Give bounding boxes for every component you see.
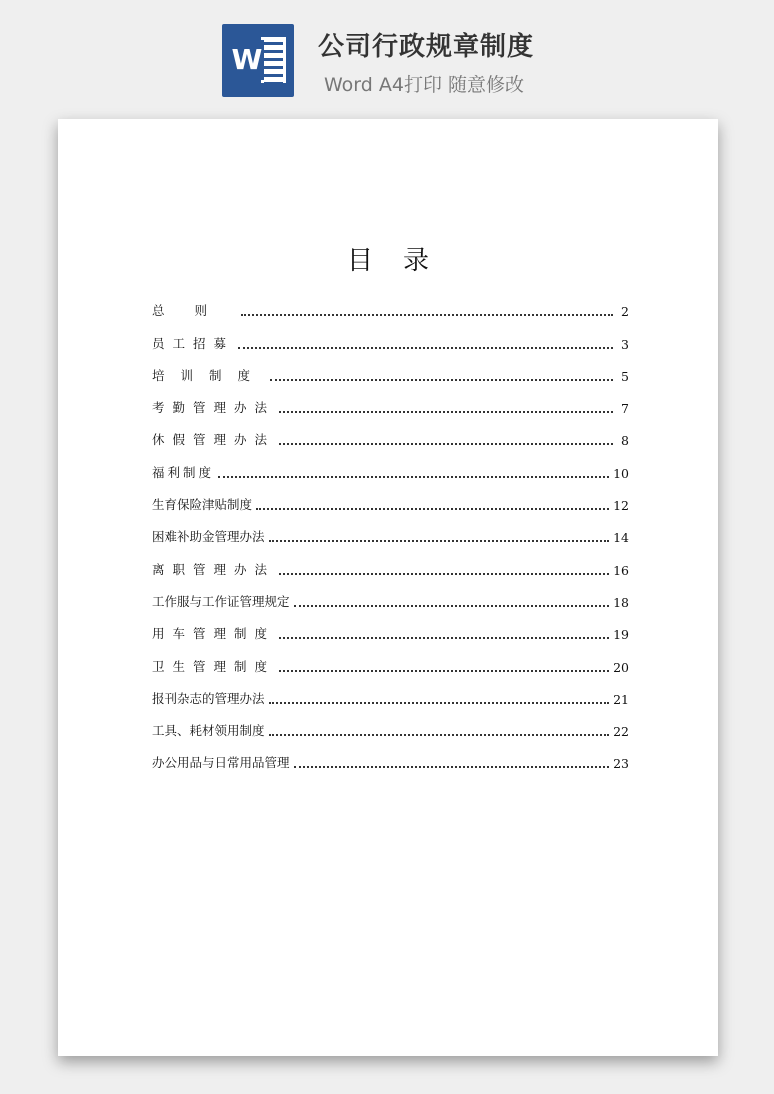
toc-entry[interactable] xyxy=(152,707,629,739)
toc-entry-page: 18 xyxy=(613,594,629,610)
toc-leader xyxy=(279,410,613,413)
toc-entry[interactable] xyxy=(152,675,629,707)
toc-entry[interactable] xyxy=(152,384,629,416)
toc-entry-label: 培训制度 xyxy=(152,367,267,383)
toc-heading-right: 录 xyxy=(403,246,430,276)
toc-entry-label: 工作服与工作证管理规定 xyxy=(152,593,290,609)
toc-entry-page: 12 xyxy=(613,498,629,514)
word-app-icon xyxy=(222,24,294,97)
toc-entry-page: 23 xyxy=(613,756,629,772)
toc-entry-page: 20 xyxy=(613,659,629,675)
toc-entry-label: 工具、耗材领用制度 xyxy=(152,723,265,739)
page-subtitle: Word A4打印 随意修改 xyxy=(324,74,525,96)
toc-entry-label: 员工招募 xyxy=(152,335,235,351)
toc-entry-page: 3 xyxy=(621,336,629,352)
toc-entry-page: 19 xyxy=(613,627,629,643)
toc-entry-page: 8 xyxy=(621,433,629,449)
toc-entry-page: 2 xyxy=(621,304,629,320)
toc-leader xyxy=(279,636,609,639)
toc-entry[interactable] xyxy=(152,416,629,448)
toc-leader xyxy=(256,507,609,510)
toc-entry-label: 福利制度 xyxy=(152,464,215,480)
toc-entry-label: 休假管理办法 xyxy=(152,432,276,448)
toc-entry[interactable] xyxy=(152,610,629,642)
toc-entry-page: 21 xyxy=(613,691,629,707)
toc-entry-label: 困难补助金管理办法 xyxy=(152,529,265,545)
toc-entry-page: 22 xyxy=(613,724,629,740)
toc-entry-label: 离职管理办法 xyxy=(152,561,276,577)
document-lines-icon xyxy=(261,37,286,83)
toc-entry-page: 10 xyxy=(613,465,629,481)
toc-entry-page: 7 xyxy=(621,401,629,417)
toc-leader xyxy=(269,733,610,736)
toc-entry-label: 考勤管理办法 xyxy=(152,400,276,416)
page-header xyxy=(0,0,774,118)
toc-entry[interactable] xyxy=(152,578,629,610)
toc-entry[interactable] xyxy=(152,642,629,674)
document-page xyxy=(58,119,718,1056)
toc-entry-label: 报刊杂志的管理办法 xyxy=(152,690,265,706)
page-title: 公司行政规章制度 xyxy=(318,32,535,62)
toc-entry-page: 14 xyxy=(613,530,629,546)
toc-leader xyxy=(279,442,613,445)
toc-leader xyxy=(218,475,609,478)
toc-entry-page: 16 xyxy=(613,562,629,578)
toc-leader xyxy=(294,604,610,607)
toc-leader xyxy=(269,539,610,542)
toc-entry-label: 办公用品与日常用品管理 xyxy=(152,755,290,771)
toc-entry[interactable] xyxy=(152,481,629,513)
toc-entry[interactable] xyxy=(152,545,629,577)
watermark xyxy=(89,480,115,508)
toc-heading xyxy=(58,240,718,277)
toc-leader xyxy=(279,572,609,575)
toc-entry-label: 总则 xyxy=(152,303,238,319)
toc-list xyxy=(152,287,629,771)
toc-entry[interactable] xyxy=(152,352,629,384)
toc-entry[interactable] xyxy=(152,739,629,771)
toc-entry-page: 5 xyxy=(621,368,629,384)
toc-leader xyxy=(269,701,610,704)
toc-leader xyxy=(279,669,609,672)
word-w-letter: W xyxy=(230,40,264,80)
toc-entry[interactable] xyxy=(152,513,629,545)
toc-entry-label: 卫生管理制度 xyxy=(152,658,276,674)
toc-leader xyxy=(294,765,610,768)
toc-entry[interactable] xyxy=(152,448,629,480)
toc-entry-label: 生育保险津贴制度 xyxy=(152,497,253,513)
toc-leader xyxy=(241,313,613,316)
toc-entry-label: 用车管理制度 xyxy=(152,626,276,642)
toc-leader xyxy=(270,378,613,381)
toc-heading-left: 目 xyxy=(346,246,373,276)
toc-entry[interactable] xyxy=(152,287,629,319)
toc-leader xyxy=(238,346,613,349)
toc-entry[interactable] xyxy=(152,319,629,351)
